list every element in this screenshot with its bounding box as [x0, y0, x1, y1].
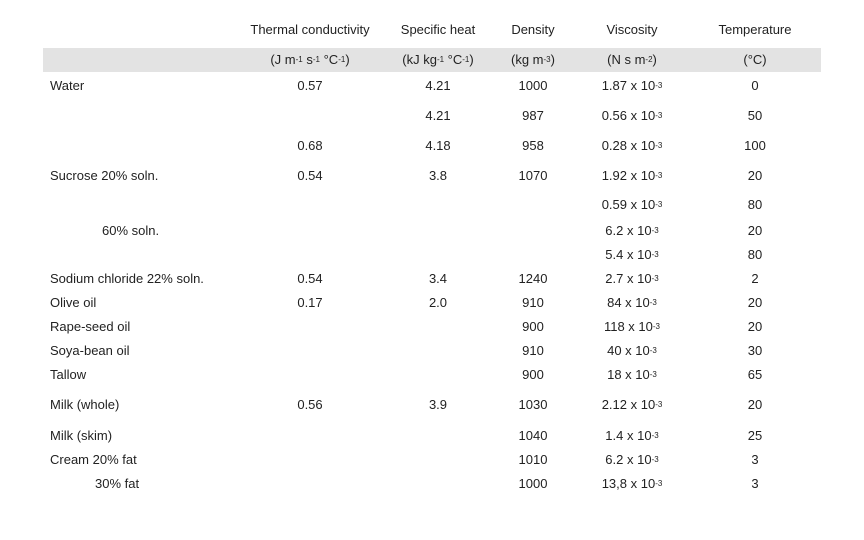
cell-temperature: 50: [747, 108, 763, 123]
cell-density: 900: [522, 319, 544, 334]
cell-density: 1070: [518, 168, 548, 183]
cell-material: 60% soln.: [102, 223, 160, 238]
header-viscosity: Viscosity: [606, 22, 658, 37]
cell-specific-heat: [393, 365, 483, 385]
cell-viscosity: 1.4 x $10^{-3}$: [605, 428, 659, 443]
table-row: [0, 106, 864, 126]
cell-specific-heat: 4.21: [425, 78, 451, 93]
units-row: [0, 50, 864, 70]
table-row: [0, 395, 864, 415]
cell-viscosity: 0.28 x $10^{-3}$: [601, 138, 663, 153]
cell-material: Rape-seed oil: [50, 319, 131, 334]
cell-material: Cream 20% fat: [50, 452, 137, 467]
cell-density: 1000: [518, 78, 548, 93]
cell-temperature: 20: [747, 223, 763, 238]
table-row: [0, 136, 864, 156]
cell-thermal-conductivity: [240, 474, 380, 494]
cell-thermal-conductivity: [240, 106, 380, 126]
cell-material: Water: [50, 78, 85, 93]
cell-temperature: 65: [747, 367, 763, 382]
cell-viscosity: 18 x $10^{-3}$: [607, 367, 657, 382]
cell-density: 987: [522, 108, 544, 123]
cell-material: Soya-bean oil: [50, 343, 130, 358]
cell-specific-heat: [393, 341, 483, 361]
cell-material: Sucrose 20% soln.: [50, 168, 159, 183]
cell-thermal-conductivity: 0.57: [297, 78, 323, 93]
table-row: [0, 341, 864, 361]
cell-temperature: 25: [747, 428, 763, 443]
cell-material: Olive oil: [50, 295, 97, 310]
cell-material: Tallow: [50, 367, 87, 382]
cell-viscosity: 0.59 x $10^{-3}$: [601, 197, 663, 212]
cell-viscosity: 5.4 x $10^{-3}$: [605, 247, 659, 262]
cell-viscosity: 13,8 x $10^{-3}$: [601, 476, 663, 491]
table-row: [0, 195, 864, 215]
cell-thermal-conductivity: [240, 245, 380, 265]
cell-specific-heat: [393, 195, 483, 215]
cell-density: 1030: [518, 397, 548, 412]
table-row: [0, 76, 864, 96]
table-row: [0, 365, 864, 385]
cell-material: Milk (skim): [50, 428, 113, 443]
cell-viscosity: 2.7 x $10^{-3}$: [605, 271, 659, 286]
cell-temperature: 0: [751, 78, 759, 93]
cell-thermal-conductivity: [240, 426, 380, 446]
cell-thermal-conductivity: 0.17: [297, 295, 323, 310]
cell-viscosity: 2.12 x $10^{-3}$: [601, 397, 663, 412]
cell-viscosity: 6.2 x $10^{-3}$: [605, 452, 659, 467]
cell-temperature: 2: [751, 271, 759, 286]
cell-temperature: 30: [747, 343, 763, 358]
cell-temperature: 20: [747, 397, 763, 412]
cell-temperature: 20: [747, 168, 763, 183]
unit-density: (kg $m^{-3}$): [511, 52, 555, 67]
cell-thermal-conductivity: 0.56: [297, 397, 323, 412]
cell-specific-heat: 2.0: [428, 295, 448, 310]
cell-specific-heat: 3.8: [428, 168, 448, 183]
cell-specific-heat: [393, 426, 483, 446]
cell-specific-heat: [393, 474, 483, 494]
cell-viscosity: 0.56 x $10^{-3}$: [601, 108, 663, 123]
cell-temperature: 80: [747, 197, 763, 212]
cell-temperature: 100: [744, 138, 766, 153]
cell-density: 1010: [518, 452, 548, 467]
cell-specific-heat: [393, 245, 483, 265]
table-row: [0, 450, 864, 470]
table-row: [0, 166, 864, 186]
cell-temperature: 80: [747, 247, 763, 262]
cell-viscosity: 6.2 x $10^{-3}$: [605, 223, 659, 238]
cell-density: 910: [522, 295, 544, 310]
cell-density: 958: [522, 138, 544, 153]
cell-viscosity: 118 x $10^{-3}$: [603, 319, 661, 334]
cell-density: [500, 245, 566, 265]
cell-specific-heat: [393, 450, 483, 470]
cell-density: [500, 221, 566, 241]
cell-material: Milk (whole): [50, 397, 120, 412]
cell-specific-heat: [393, 221, 483, 241]
cell-specific-heat: 4.21: [425, 108, 451, 123]
cell-density: 1000: [518, 476, 548, 491]
table-row: [0, 293, 864, 313]
cell-thermal-conductivity: [240, 195, 380, 215]
table-row: [0, 221, 864, 241]
cell-viscosity: 40 x $10^{-3}$: [607, 343, 657, 358]
cell-specific-heat: 3.4: [428, 271, 448, 286]
header-density: Density: [511, 22, 555, 37]
cell-specific-heat: 4.18: [425, 138, 451, 153]
cell-density: 910: [522, 343, 544, 358]
cell-temperature: 20: [747, 319, 763, 334]
header-specific-heat: Specific heat: [400, 22, 476, 37]
cell-thermal-conductivity: [240, 450, 380, 470]
header-row: [0, 20, 864, 40]
cell-thermal-conductivity: [240, 365, 380, 385]
cell-thermal-conductivity: [240, 317, 380, 337]
unit-viscosity: (N s $m^{-2}$): [607, 52, 657, 67]
cell-specific-heat: 3.9: [428, 397, 448, 412]
cell-temperature: 3: [751, 452, 759, 467]
cell-thermal-conductivity: 0.54: [297, 168, 323, 183]
cell-density: [500, 195, 566, 215]
cell-density: 1040: [518, 428, 548, 443]
cell-thermal-conductivity: [240, 341, 380, 361]
cell-material: 30% fat: [95, 476, 140, 491]
cell-specific-heat: [393, 317, 483, 337]
cell-material: Sodium chloride 22% soln.: [50, 271, 204, 286]
unit-specific-heat: (kJ $kg^{-1}$ $^\circ C^{-1}$): [402, 52, 474, 67]
cell-density: 900: [522, 367, 544, 382]
table-row: [0, 269, 864, 289]
table-row: [0, 426, 864, 446]
cell-thermal-conductivity: [240, 221, 380, 241]
cell-viscosity: 84 x $10^{-3}$: [607, 295, 657, 310]
header-temperature: Temperature: [718, 22, 792, 37]
cell-thermal-conductivity: 0.54: [297, 271, 323, 286]
cell-viscosity: 1.87 x $10^{-3}$: [601, 78, 663, 93]
unit-thermal-conductivity: (J $m^{-1}$ $s^{-1}$ $^\circ C^{-1}$): [270, 52, 350, 67]
cell-thermal-conductivity: 0.68: [297, 138, 323, 153]
cell-density: 1240: [518, 271, 548, 286]
cell-temperature: 3: [751, 476, 759, 491]
cell-temperature: 20: [747, 295, 763, 310]
header-thermal-conductivity: Thermal conductivity: [250, 22, 370, 37]
table-row: [0, 317, 864, 337]
table-row: [0, 474, 864, 494]
cell-viscosity: 1.92 x $10^{-3}$: [601, 168, 663, 183]
table-row: [0, 245, 864, 265]
unit-temperature: (°C): [743, 52, 767, 67]
